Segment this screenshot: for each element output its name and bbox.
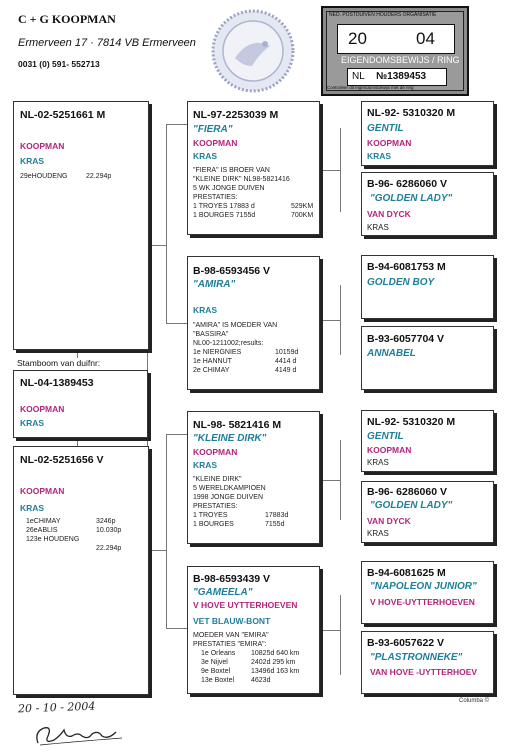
sss-ring-number: NL-92- 5310320 M: [367, 107, 456, 119]
sdd-ring-number: B-93-6057704 V: [367, 333, 445, 345]
connector-line: [166, 124, 187, 125]
ds-notes: [193, 475, 318, 529]
dd-result-race: 9e Boxtel: [201, 668, 231, 675]
connector-line: [147, 550, 167, 551]
ds-result-race: 1 TROYES: [193, 512, 228, 519]
dsd-owner: VAN DYCK: [367, 516, 411, 526]
dds-owner: V HOVE-UYTTERHOEVEN: [370, 597, 475, 607]
ds-note: "KLEINE DIRK": [193, 476, 242, 483]
dd-result-points: 2402d 295 km: [251, 659, 296, 666]
ss-note: "FIERA" IS BROER VAN: [193, 167, 270, 174]
connector-line: [147, 245, 167, 246]
dsd-name: "GOLDEN LADY": [370, 500, 453, 511]
sd-color: KRAS: [193, 305, 218, 315]
certificate-bottom-text: Controleer dit eigendomsbewijs met de ring: [327, 85, 414, 90]
dds-ring-number: B-94-6081625 M: [367, 567, 446, 579]
sss-name: GENTIL: [367, 123, 404, 134]
ss-result-distance: 529KM: [291, 203, 314, 210]
dss-name: GENTIL: [367, 431, 404, 442]
credit-text: Columba ©: [459, 698, 490, 704]
connector-line: [340, 595, 341, 675]
subject-owner: KOOPMAN: [20, 404, 65, 414]
ds-note: PRESTATIES:: [193, 503, 238, 510]
connector-line: [319, 630, 341, 631]
dd-result-race: 1e Orleans: [201, 650, 236, 657]
dss-owner: KOOPMAN: [367, 445, 412, 455]
certificate-year-panel: [337, 24, 455, 54]
sd-result-race: 1e NIERGNIES: [193, 349, 242, 356]
certificate-year-left: 20: [348, 29, 367, 48]
ds-result-points: 7155d: [265, 521, 285, 528]
ss-owner: KOOPMAN: [193, 138, 238, 148]
dam-dam-card: [187, 566, 320, 694]
ssd-owner: VAN DYCK: [367, 209, 411, 219]
sd-result-points: 4414 d: [275, 358, 297, 365]
ddd-owner: VAN HOVE -UYTTERHOEV: [370, 667, 478, 677]
dam-color: KRAS: [20, 503, 45, 513]
sss-card: [361, 101, 494, 166]
ssd-card: [361, 172, 494, 236]
dd-result-points: 10825d 640 km: [251, 650, 300, 657]
ss-color: KRAS: [193, 151, 218, 161]
subject-card: [13, 370, 148, 438]
ds-note: 1998 JONGE DUIVEN: [193, 494, 264, 501]
dsd-color: KRAS: [367, 529, 389, 538]
sire-sire-card: [187, 101, 320, 235]
sdd-card: [361, 326, 494, 390]
connector-line: [319, 170, 341, 171]
sd-note: "BASSIRA": [193, 331, 229, 338]
sss-color: KRAS: [367, 151, 392, 161]
sd-result-race: 1e HANNUT: [193, 358, 232, 365]
dsd-card: [361, 481, 494, 543]
certificate-title: EIGENDOMSBEWIJS / RING: [341, 55, 460, 65]
sire-result-race: 29eHOUDENG: [20, 173, 68, 180]
ss-note: "KLEINE DIRK" NL98-5821416: [193, 176, 290, 183]
dam-card: [13, 446, 149, 695]
ss-result-race: 1 TROYES 17883 d: [193, 203, 255, 210]
ddd-card: [361, 631, 494, 694]
dam-sire-card: [187, 411, 320, 544]
ssd-color: KRAS: [367, 223, 389, 232]
dd-note: MOEDER VAN "EMIRA": [193, 632, 269, 639]
dd-notes: [193, 631, 318, 685]
sd-name: "AMIRA": [193, 279, 236, 290]
dam-result-race: 1eCHIMAY: [26, 518, 61, 525]
breeder-address: Ermerveen 17 · 7814 VB Ermerveen: [18, 37, 196, 49]
dam-ring-number: NL-02-5251656 V: [20, 454, 104, 466]
dd-note: PRESTATIES "EMIRA":: [193, 641, 267, 648]
ss-note: 5 WK JONGE DUIVEN: [193, 185, 265, 192]
ssd-ring-number: B-96- 6286060 V: [367, 178, 447, 190]
dds-name: "NAPOLEON JUNIOR": [370, 581, 477, 592]
pedigree-label: Stamboom van duifnr:: [17, 358, 101, 368]
ss-name: "FIERA": [193, 124, 233, 135]
sd-ring-number: B-98-6593456 V: [193, 265, 271, 277]
sds-name: GOLDEN BOY: [367, 277, 435, 288]
ds-color: KRAS: [193, 460, 218, 470]
ss-notes: [193, 166, 318, 220]
sd-notes: [193, 321, 318, 375]
dd-result-points: 13496d 163 km: [251, 668, 300, 675]
connector-line: [166, 434, 187, 435]
handwritten-signature: [30, 718, 130, 748]
ds-result-points: 17883d: [265, 512, 289, 519]
dds-card: [361, 561, 494, 624]
ssd-name: "GOLDEN LADY": [370, 193, 453, 204]
ds-ring-number: NL-98- 5821416 M: [193, 419, 282, 431]
connector-line: [166, 434, 167, 629]
certificate-number-panel: [347, 68, 447, 86]
breeder-phone: 0031 (0) 591- 552713: [18, 59, 100, 69]
dd-color: VET BLAUW-BONT: [193, 616, 271, 626]
sire-color: KRAS: [20, 156, 45, 166]
connector-line: [166, 628, 187, 629]
sss-owner: KOOPMAN: [367, 138, 412, 148]
handwritten-date: 20 - 10 - 2004: [17, 699, 96, 716]
ddd-ring-number: B-93-6057622 V: [367, 637, 445, 649]
ownership-certificate: [321, 6, 469, 96]
ds-result-race: 1 BOURGES: [193, 521, 234, 528]
dam-result-race: 26eABLIS: [26, 527, 58, 534]
certificate-year-right: 04: [416, 29, 435, 48]
ds-owner: KOOPMAN: [193, 447, 238, 457]
sire-ring-number: NL-02-5251661 M: [20, 109, 106, 121]
sd-result-points: 4149 d: [275, 367, 297, 374]
sd-result-race: 2e CHIMAY: [193, 367, 230, 374]
connector-line: [319, 320, 341, 321]
ds-name: "KLEINE DIRK": [193, 433, 267, 444]
sdd-name: ANNABEL: [367, 348, 416, 359]
sire-dam-card: [187, 256, 320, 390]
dd-name: "GAMEELA": [193, 587, 253, 598]
dam-result-points: 10.030p: [96, 527, 122, 534]
subject-color: KRAS: [20, 418, 45, 428]
sds-card: [361, 255, 494, 319]
club-seal-stamp: [210, 8, 296, 94]
certificate-country: NL: [352, 71, 365, 82]
dd-result-points: 4623d: [251, 677, 271, 684]
dam-owner: KOOPMAN: [20, 486, 65, 496]
dss-ring-number: NL-92- 5310320 M: [367, 416, 456, 428]
ds-note: 5 WERELDKAMPIOEN: [193, 485, 266, 492]
sd-result-points: 10159d: [275, 349, 299, 356]
dam-result-points: 22.294p: [96, 545, 122, 552]
connector-line: [166, 323, 187, 324]
connector-line: [319, 480, 341, 481]
sire-result-points: 22.294p: [86, 173, 112, 180]
dss-color: KRAS: [367, 458, 389, 467]
ss-result-distance: 700KM: [291, 212, 314, 219]
ss-result-race: 1 BOURGES 7155d: [193, 212, 256, 219]
ss-note: PRESTATIES:: [193, 194, 238, 201]
dss-card: [361, 410, 494, 472]
subject-ring-number: NL-04-1389453: [20, 377, 94, 389]
ss-ring-number: NL-97-2253039 M: [193, 109, 279, 121]
sire-owner: KOOPMAN: [20, 141, 65, 151]
sd-note: "AMIRA" IS MOEDER VAN: [193, 322, 278, 329]
certificate-top-text: NED. POSTDUIVEN HOUDERS ORGANISATIE: [329, 12, 437, 18]
certificate-number: №1389453: [376, 71, 427, 82]
sd-note: NL00-1211002;results:: [193, 340, 264, 347]
dd-ring-number: B-98-6593439 V: [193, 573, 271, 585]
dsd-ring-number: B-96- 6286060 V: [367, 486, 447, 498]
dd-owner: V HOVE UYTTERHOEVEN: [193, 600, 298, 610]
dam-result-race: 123e HOUDENG: [26, 536, 80, 543]
dam-result-points: 3246p: [96, 518, 116, 525]
sds-ring-number: B-94-6081753 M: [367, 261, 446, 273]
dd-result-race: 3e Nijvel: [201, 659, 228, 666]
dd-result-race: 13e Boxtel: [201, 677, 235, 684]
breeder-name: C + G KOOPMAN: [18, 12, 116, 26]
ddd-name: "PLASTRONNEKE": [370, 652, 463, 663]
sire-card: [13, 101, 149, 350]
connector-line: [166, 124, 167, 324]
dam-results: [26, 517, 146, 553]
